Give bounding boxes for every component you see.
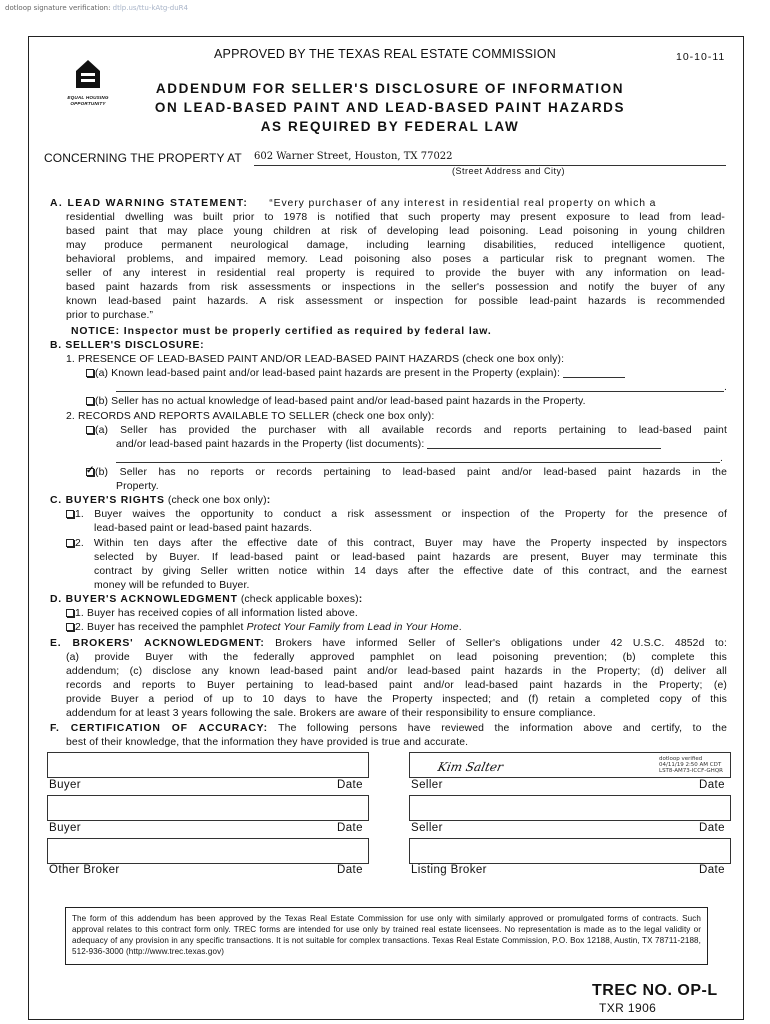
section-b-item-1a: (a) Known lead-based paint and/or lead-based paint hazards are present in the Property (explain):	[95, 368, 561, 379]
section-f-line-2: best of their knowledge, that the information they have provided is true and accurate.	[66, 737, 469, 748]
explain-continuation-row: .	[116, 381, 727, 394]
section-a-line-1	[50, 197, 725, 210]
checkbox-b2b[interactable]	[86, 468, 94, 476]
section-a-line-5: behavioral problems, and impaired memory. Lead poisoning also poses a particular risk to pregnant women. The	[66, 254, 725, 265]
buyer-2-signature-field[interactable]	[47, 795, 369, 821]
section-d-item-2-post: .	[458, 622, 462, 633]
dotloop-stamp-line-3: LST8-AM73-ICCF-GHQR	[659, 768, 723, 774]
section-c-colon: :	[266, 495, 271, 506]
section-e-heading: E. BROKERS' ACKNOWLEDGMENT:	[50, 638, 265, 649]
section-b-item-2a-line-1: (a) Seller has provided the purchaser with all available records and reports pertaining to lead-based paint	[95, 425, 727, 436]
section-c-item-2-row	[66, 537, 727, 550]
documents-list-field-line-2[interactable]	[116, 452, 720, 463]
section-e-line-5: provide Buyer a period of up to 10 days to have the Property inspected; and (f) retain a completed copy of this	[66, 694, 727, 705]
seller-2-label: Seller	[411, 822, 443, 834]
section-d-item-2-row	[66, 621, 462, 634]
section-c-item-1-line-2: lead-based paint or lead-based paint hazards.	[94, 523, 313, 534]
checkbox-b2a[interactable]	[86, 426, 94, 434]
section-c-item-1-line-1: 1. Buyer waives the opportunity to conduct a risk assessment or inspection of the Property for the presence of	[75, 509, 727, 520]
verification-link[interactable]: dtlp.us/ttu-kAtg-duR4	[112, 4, 188, 12]
explain-field[interactable]	[563, 367, 625, 378]
section-a-line-9: prior to purchase.”	[66, 310, 154, 321]
section-d-item-1: 1. Buyer has received copies of all information listed above.	[75, 608, 358, 619]
form-date-code: 10-10-11	[676, 51, 726, 63]
seller-signature: Kim Salter	[436, 760, 505, 774]
section-e-line-1	[50, 637, 727, 650]
section-c-item-2-line-2: selected by Buyer. If lead-based paint or lead-based paint hazards are present, Buyer may terminate this	[94, 552, 727, 563]
section-c-paren: (check one box only)	[167, 495, 267, 506]
section-d-paren: (check applicable boxes)	[240, 594, 359, 605]
checkbox-b1a[interactable]	[86, 369, 94, 377]
txr-form-number: TXR 1906	[599, 1001, 657, 1015]
trec-form-number: TREC NO. OP-L	[592, 982, 718, 999]
seller-2-signature-field[interactable]	[409, 795, 731, 821]
section-c-item-2-line-4: money will be refunded to Buyer.	[94, 580, 250, 591]
listing-broker-label: Listing Broker	[411, 864, 487, 876]
other-broker-date-label: Date	[337, 864, 363, 876]
listing-broker-date-label: Date	[699, 864, 725, 876]
section-f-text-1: The following persons have reviewed the information above and certify, to the	[278, 723, 727, 734]
seller-1-label: Seller	[411, 779, 443, 791]
approved-by-heading: APPROVED BY THE TEXAS REAL ESTATE COMMISSION	[214, 47, 556, 61]
checkbox-c1[interactable]	[66, 510, 74, 518]
checkbox-c2[interactable]	[66, 539, 74, 547]
seller-2-date-label: Date	[699, 822, 725, 834]
section-a-line-6: seller of any interest in residential real property is required to provide the buyer with any information on lead-	[66, 268, 725, 279]
checkbox-d2[interactable]	[66, 623, 74, 631]
buyer-2-label: Buyer	[49, 822, 82, 834]
section-b-item-1b: (b) Seller has no actual knowledge of lead-based paint and/or lead-based paint hazards in the Property.	[95, 396, 586, 407]
title-line-2: ON LEAD-BASED PAINT AND LEAD-BASED PAINT HAZARDS	[154, 100, 626, 115]
lead-notice: NOTICE: Inspector must be properly certified as required by federal law.	[71, 326, 492, 337]
section-d-item-1-row	[66, 607, 358, 620]
section-b-item-2b-line-2: Property.	[116, 481, 159, 492]
section-b-item-2: 2. RECORDS AND REPORTS AVAILABLE TO SELLER (check one box only):	[66, 411, 435, 422]
form-title	[100, 79, 680, 136]
seller-1-date-label: Date	[699, 779, 725, 791]
buyer-1-signature-field[interactable]	[47, 752, 369, 778]
listing-broker-signature-field[interactable]	[409, 838, 731, 864]
checkbox-b1b[interactable]	[86, 397, 94, 405]
section-a-line-7: based paint hazards from risk assessments or inspections in the seller's possession and notify the buyer of any	[66, 282, 725, 293]
section-d-colon: :	[358, 594, 363, 605]
section-a-line-3: based paint that may place young children at risk of developing lead poisoning. Lead poisoning in young children	[66, 226, 725, 237]
section-a-line-2: residential dwelling was built prior to 1978 is notified that such property may present exposure to lead from lead-	[66, 212, 725, 223]
section-e-text-1: Brokers have informed Seller of Seller's obligations under 42 U.S.C. 4852d to:	[275, 638, 728, 649]
section-e-line-6: addendum for at least 3 years following the sale. Brokers are aware of their responsibility to ensure compliance.	[66, 708, 596, 719]
section-f-line-1	[50, 722, 727, 735]
dotloop-stamp-line-2: 04/11/19 2:50 AM CDT	[659, 762, 722, 768]
documents-list-field[interactable]	[427, 438, 661, 449]
dotloop-stamp-line-1: dotloop verified	[659, 756, 703, 762]
buyer-1-label: Buyer	[49, 779, 82, 791]
section-b-item-2a-row-2	[116, 438, 661, 451]
section-c-heading-row	[50, 494, 270, 507]
section-c-heading: C. BUYER'S RIGHTS	[50, 495, 165, 506]
section-b-item-1b-row	[86, 395, 586, 408]
verification-label: dotloop signature verification:	[5, 4, 111, 12]
section-a-heading: A. LEAD WARNING STATEMENT:	[50, 198, 249, 209]
other-broker-label: Other Broker	[49, 864, 120, 876]
property-label: CONCERNING THE PROPERTY AT	[44, 151, 242, 165]
section-f-heading: F. CERTIFICATION OF ACCURACY:	[50, 723, 268, 734]
property-address-field[interactable]: 602 Warner Street, Houston, TX 77022	[254, 151, 726, 166]
section-c-item-1-row	[66, 508, 727, 521]
property-address-caption: (Street Address and City)	[452, 166, 566, 176]
section-b-item-2b-line-1: (b) Seller has no reports or records pertaining to lead-based paint and/or lead-based paint hazards in the	[95, 467, 727, 478]
section-a-line-4: may produce permanent neurological damage, including learning disabilities, reduced intelligence quotient,	[66, 240, 725, 251]
section-d-heading: D. BUYER'S ACKNOWLEDGMENT	[50, 594, 238, 605]
section-c-item-2-line-3: contract by giving Seller written notice within 14 days after the effective date of this contract, and the earnest	[94, 566, 727, 577]
checkbox-d1[interactable]	[66, 609, 74, 617]
title-line-1: ADDENDUM FOR SELLER'S DISCLOSURE OF INFORMATION	[155, 81, 625, 96]
buyer-1-date-label: Date	[337, 779, 363, 791]
section-a-text-1: “Every purchaser of any interest in residential real property on which a	[269, 198, 657, 209]
section-d-item-2-pre: 2. Buyer has received the pamphlet	[75, 622, 247, 633]
section-b-item-1: 1. PRESENCE OF LEAD-BASED PAINT AND/OR LEAD-BASED PAINT HAZARDS (check one box only):	[66, 354, 565, 365]
section-e-line-2: (a) provide Buyer with the federally approved pamphlet on lead poisoning prevention; (b) complete this	[66, 652, 727, 663]
documents-continuation-row: .	[116, 452, 723, 465]
section-a-line-8: known lead-based paint hazards. A risk assessment or inspection for possible lead-paint hazards is recommended	[66, 296, 725, 307]
section-b-heading: B. SELLER'S DISCLOSURE:	[50, 340, 205, 351]
section-b-item-2b-row	[86, 466, 727, 479]
trec-disclaimer-box: The form of this addendum has been approved by the Texas Real Estate Commission for use only with similarly approved or promulgated forms of contracts. Such approval relates to this contract form only. TREC forms are intended for use only by trained real estate licensees. No representation is made as to the legal validity or adequacy of any provision in any specific transactions. It is not suitable for complex transactions. Texas Real Estate Commission, P.O. Box 12188, Austin, TX 78711-2188, 512-936-3000 (http://www.trec.texas.gov)	[65, 907, 708, 965]
section-b-item-1a-row	[86, 367, 625, 380]
dotloop-verification	[5, 4, 188, 12]
buyer-2-date-label: Date	[337, 822, 363, 834]
pamphlet-title: Protect Your Family from Lead in Your Home	[246, 622, 459, 633]
section-b-item-2a-row	[86, 424, 727, 437]
section-b-item-2a-line-2: and/or lead-based paint hazards in the Property (list documents):	[116, 439, 425, 450]
section-c-item-2-line-1: 2. Within ten days after the effective date of this contract, Buyer may have the Property inspected by inspectors	[75, 538, 727, 549]
other-broker-signature-field[interactable]	[47, 838, 369, 864]
equal-housing-text: EQUAL HOUSING OPPORTUNITY	[67, 95, 109, 106]
section-d-heading-row	[50, 593, 362, 606]
title-line-3: AS REQUIRED BY FEDERAL LAW	[260, 119, 520, 134]
explain-field-line-2[interactable]	[116, 381, 724, 392]
dotloop-stamp	[659, 756, 723, 774]
section-e-line-4: records and reports to Buyer pertaining to lead-based paint and/or lead-based paint hazards in the Property; (e)	[66, 680, 727, 691]
section-e-line-3: addendum; (c) disclose any known lead-based paint and/or lead-based paint hazards in the Property; (d) deliver all	[66, 666, 727, 677]
